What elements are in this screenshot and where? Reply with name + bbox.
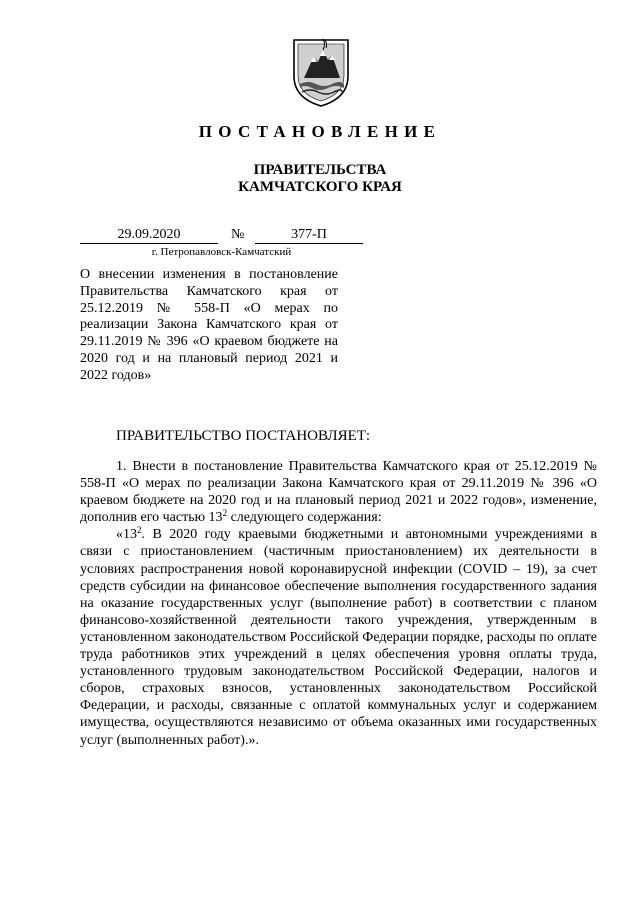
paragraph-2-superscript: 2 xyxy=(137,525,142,536)
issuing-authority xyxy=(0,162,640,196)
paragraph-2-text: . В 2020 году краевыми бюджетными и автономными учреждениями в связи с приостановлением (частичным приостановлением) их деятельности в условиях распространения новой коронавирусной инфекции (COVID – 19), за счет средств субсидии на финансовое обеспечение выполнения государственного задания на оказание государственных услуг (выполнение работ) в соответствии с планом финансово-хозяйственной деятельности такого учреждения, утвержденным в установленном законодательством Российской Федерации порядке, расходы по оплате труда работников этих учреждений в целях обеспечения уровня оплаты труда, установленного трудовым законодательством Российской Федерации, налогов и сборов, страховых взносов, установленных законодательством Российской Федерации, и расходы, связанные с оплатой коммунальных услуг и содержанием имущества, осуществляются независимо от объема оказанных ими государственных услуг (выполненных работ).». xyxy=(80,527,597,748)
document-subject: О внесении изменения в постановление Правительства Камчатского края от 25.12.2019 № 558-П «О мерах по реализации Закона Камчатского края от 29.11.2019 № 396 «О краевом бюджете на 2020 год и на плановый период 2021 и 2022 годов» xyxy=(80,267,338,383)
paragraph-2-lead: «13 xyxy=(116,527,137,543)
paragraph-1-text: 1. Внести в постановление Правительства Камчатского края от 25.12.2019 № 558-П «О мерах по реализации Закона Камчатского края от 29.11.2019 № 396 «О краевом бюджете на 2020 год и на плановый период 2021 и 2022 годов», изменение, дополнив его частью 13 xyxy=(80,459,597,526)
registration-number: 377-П xyxy=(255,227,363,244)
paragraph-2 xyxy=(80,526,597,748)
paragraph-1-tail: следующего содержания: xyxy=(227,510,382,526)
paragraph-1-superscript: 2 xyxy=(222,508,228,519)
document-body xyxy=(80,458,597,749)
city-name: г. Петропавловск-Камчатский xyxy=(151,246,292,258)
number-sign: № xyxy=(231,227,245,242)
registration-date: 29.09.2020 xyxy=(80,227,218,244)
paragraph-1 xyxy=(80,458,597,526)
authority-line-2: КАМЧАТСКОГО КРАЯ xyxy=(238,179,402,195)
coat-of-arms-icon xyxy=(290,36,352,108)
document-title: ПОСТАНОВЛЕНИЕ xyxy=(198,122,442,141)
decree-statement: ПРАВИТЕЛЬСТВО ПОСТАНОВЛЯЕТ: xyxy=(116,428,371,444)
authority-line-1: ПРАВИТЕЛЬСТВА xyxy=(253,162,387,178)
